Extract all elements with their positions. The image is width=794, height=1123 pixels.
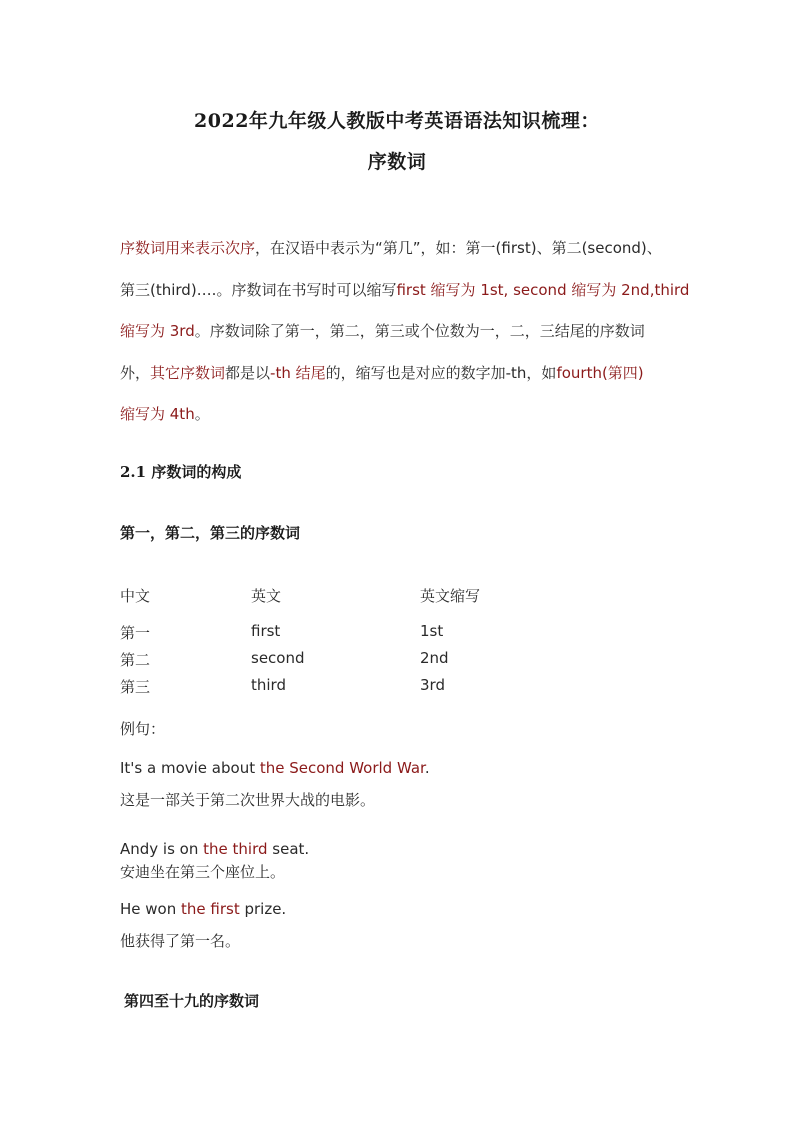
body-text: 外， bbox=[120, 363, 151, 382]
table-cell: 3rd bbox=[420, 676, 445, 694]
intro-line-5 bbox=[120, 394, 680, 436]
highlight-text: fourth(第四) bbox=[556, 363, 644, 382]
example-sentence-english bbox=[120, 900, 286, 918]
highlight-text: the first bbox=[181, 900, 240, 918]
table-cell: second bbox=[251, 649, 305, 667]
table-cell: 第一 bbox=[120, 624, 151, 642]
highlight-text: the third bbox=[203, 840, 268, 858]
highlight-text: 缩写为 3rd bbox=[120, 322, 195, 340]
table-cell: first bbox=[251, 622, 281, 640]
body-text: ，在汉语中表示为“第几”，如：第一(first)、第二(second)、 bbox=[255, 239, 662, 257]
example-sentence-english bbox=[120, 759, 430, 777]
intro-line-4 bbox=[120, 353, 680, 395]
body-text: 。 bbox=[194, 405, 210, 423]
subsection-heading: 第一，第二，第三的序数词 bbox=[120, 524, 301, 542]
body-text: seat. bbox=[267, 840, 310, 858]
highlight-text: the Second World War bbox=[259, 759, 425, 777]
body-text: 的，缩写也是对应的数字加-th，如 bbox=[325, 363, 557, 382]
body-text: 。序数词除了第一，第二，第三或个位数为一，二，三结尾的序数词 bbox=[194, 322, 645, 340]
table-cell: 第二 bbox=[120, 651, 151, 669]
highlight-text: 其它序数词 bbox=[150, 363, 226, 382]
intro-line-2 bbox=[120, 270, 690, 312]
body-text: Andy is on bbox=[120, 840, 204, 858]
body-text: 都是以 bbox=[225, 363, 271, 382]
body-text: It's a movie about bbox=[120, 759, 260, 777]
document-subtitle: 序数词 bbox=[367, 151, 427, 173]
example-sentence-chinese: 他获得了第一名。 bbox=[120, 932, 241, 950]
example-sentence-chinese: 安迪坐在第三个座位上。 bbox=[120, 863, 286, 881]
table-cell: third bbox=[251, 676, 286, 694]
column-header-chinese: 中文 bbox=[120, 587, 151, 605]
highlight-text: first 缩写为 1st, second 缩写为 2nd,third bbox=[396, 280, 690, 299]
example-sentence-english bbox=[120, 840, 309, 858]
column-header-abbreviation: 英文缩写 bbox=[420, 587, 481, 605]
table-cell: 2nd bbox=[420, 649, 449, 667]
body-text: . bbox=[424, 759, 430, 777]
example-sentence-chinese: 这是一部关于第二次世界大战的电影。 bbox=[120, 791, 376, 809]
intro-line-3 bbox=[120, 311, 680, 353]
column-header-english: 英文 bbox=[251, 587, 282, 605]
intro-line-1 bbox=[120, 228, 680, 270]
intro-paragraph bbox=[120, 228, 690, 436]
next-section-heading: 第四至十九的序数词 bbox=[124, 992, 260, 1010]
highlight-text: 缩写为 4th bbox=[120, 405, 195, 423]
body-text: prize. bbox=[239, 900, 287, 918]
body-text: He won bbox=[120, 900, 181, 918]
section-heading: 2.1 序数词的构成 bbox=[120, 463, 242, 481]
document-title: 2022年九年级人教版中考英语语法知识梳理： bbox=[194, 110, 600, 132]
table-cell: 1st bbox=[420, 622, 444, 640]
table-cell: 第三 bbox=[120, 678, 151, 696]
highlight-text: 序数词用来表示次序 bbox=[120, 239, 256, 257]
highlight-text: -th 结尾 bbox=[270, 363, 326, 382]
examples-label: 例句： bbox=[120, 720, 166, 738]
body-text: 第三(third)….。序数词在书写时可以缩写 bbox=[120, 280, 397, 299]
